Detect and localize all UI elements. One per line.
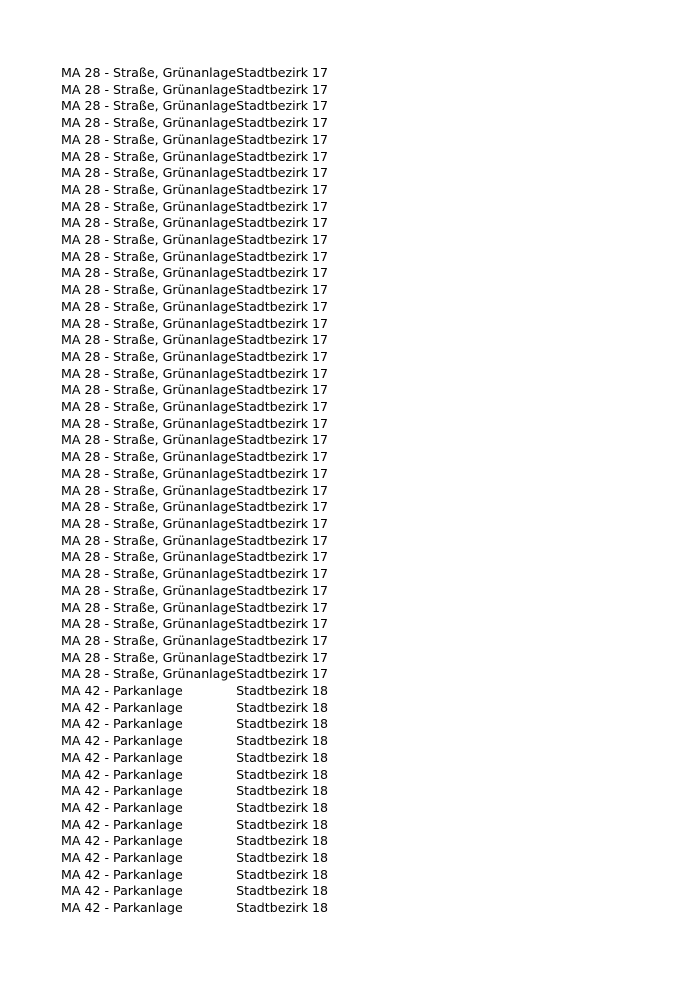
table-row bbox=[61, 533, 328, 550]
district-cell: Stadtbezirk 18 bbox=[236, 783, 329, 799]
department-cell: MA 42 - Parkanlage bbox=[61, 866, 183, 882]
district-cell: Stadtbezirk 17 bbox=[236, 515, 329, 531]
department-cell: MA 28 - Straße, Grünanlage bbox=[61, 616, 237, 632]
department-cell: MA 28 - Straße, Grünanlage bbox=[61, 298, 237, 314]
district-cell: Stadtbezirk 17 bbox=[236, 248, 329, 264]
district-cell: Stadtbezirk 17 bbox=[236, 282, 329, 298]
department-cell: MA 28 - Straße, Grünanlage bbox=[61, 566, 237, 582]
district-cell: Stadtbezirk 17 bbox=[236, 465, 329, 481]
table-row bbox=[61, 817, 328, 834]
department-cell: MA 28 - Straße, Grünanlage bbox=[61, 582, 237, 598]
department-cell: MA 28 - Straße, Grünanlage bbox=[61, 499, 237, 515]
district-cell: Stadtbezirk 17 bbox=[236, 165, 329, 181]
district-cell: Stadtbezirk 17 bbox=[236, 365, 329, 381]
department-cell: MA 28 - Straße, Grünanlage bbox=[61, 148, 237, 164]
table-row bbox=[61, 583, 328, 600]
table-row bbox=[61, 65, 328, 82]
table-row bbox=[61, 499, 328, 516]
department-cell: MA 42 - Parkanlage bbox=[61, 699, 183, 715]
table-row bbox=[61, 332, 328, 349]
district-cell: Stadtbezirk 18 bbox=[236, 816, 329, 832]
district-cell: Stadtbezirk 18 bbox=[236, 699, 329, 715]
department-cell: MA 28 - Straße, Grünanlage bbox=[61, 549, 237, 565]
district-cell: Stadtbezirk 17 bbox=[236, 449, 329, 465]
table-row bbox=[61, 232, 328, 249]
department-cell: MA 28 - Straße, Grünanlage bbox=[61, 232, 237, 248]
department-cell: MA 42 - Parkanlage bbox=[61, 883, 183, 899]
district-cell: Stadtbezirk 17 bbox=[236, 198, 329, 214]
department-cell: MA 28 - Straße, Grünanlage bbox=[61, 315, 237, 331]
department-cell: MA 28 - Straße, Grünanlage bbox=[61, 482, 237, 498]
district-cell: Stadtbezirk 17 bbox=[236, 382, 329, 398]
table-row bbox=[61, 316, 328, 333]
table-row bbox=[61, 199, 328, 216]
department-cell: MA 28 - Straße, Grünanlage bbox=[61, 666, 237, 682]
department-cell: MA 42 - Parkanlage bbox=[61, 749, 183, 765]
table-row bbox=[61, 249, 328, 266]
table-row bbox=[61, 750, 328, 767]
district-cell: Stadtbezirk 17 bbox=[236, 98, 329, 114]
table-row bbox=[61, 82, 328, 99]
district-cell: Stadtbezirk 18 bbox=[236, 749, 329, 765]
department-cell: MA 28 - Straße, Grünanlage bbox=[61, 415, 237, 431]
district-cell: Stadtbezirk 17 bbox=[236, 415, 329, 431]
district-cell: Stadtbezirk 17 bbox=[236, 265, 329, 281]
table-row bbox=[61, 265, 328, 282]
table-row bbox=[61, 149, 328, 166]
district-cell: Stadtbezirk 17 bbox=[236, 115, 329, 131]
department-cell: MA 28 - Straße, Grünanlage bbox=[61, 181, 237, 197]
district-cell: Stadtbezirk 17 bbox=[236, 399, 329, 415]
department-cell: MA 28 - Straße, Grünanlage bbox=[61, 365, 237, 381]
table-row bbox=[61, 900, 328, 917]
district-cell: Stadtbezirk 17 bbox=[236, 549, 329, 565]
table-row bbox=[61, 867, 328, 884]
table-row bbox=[61, 616, 328, 633]
table-row bbox=[61, 600, 328, 617]
district-cell: Stadtbezirk 18 bbox=[236, 716, 329, 732]
department-cell: MA 28 - Straße, Grünanlage bbox=[61, 449, 237, 465]
department-cell: MA 28 - Straße, Grünanlage bbox=[61, 599, 237, 615]
department-cell: MA 28 - Straße, Grünanlage bbox=[61, 165, 237, 181]
district-cell: Stadtbezirk 17 bbox=[236, 632, 329, 648]
district-cell: Stadtbezirk 17 bbox=[236, 181, 329, 197]
district-cell: Stadtbezirk 17 bbox=[236, 499, 329, 515]
department-cell: MA 28 - Straße, Grünanlage bbox=[61, 65, 237, 80]
department-cell: MA 28 - Straße, Grünanlage bbox=[61, 515, 237, 531]
table-row bbox=[61, 299, 328, 316]
data-table bbox=[61, 65, 328, 917]
district-cell: Stadtbezirk 17 bbox=[236, 215, 329, 231]
table-row bbox=[61, 466, 328, 483]
department-cell: MA 28 - Straße, Grünanlage bbox=[61, 248, 237, 264]
table-row bbox=[61, 349, 328, 366]
department-cell: MA 42 - Parkanlage bbox=[61, 733, 183, 749]
table-row bbox=[61, 382, 328, 399]
district-cell: Stadtbezirk 17 bbox=[236, 315, 329, 331]
table-row bbox=[61, 666, 328, 683]
table-row bbox=[61, 98, 328, 115]
district-cell: Stadtbezirk 18 bbox=[236, 850, 329, 866]
department-cell: MA 28 - Straße, Grünanlage bbox=[61, 115, 237, 131]
table-row bbox=[61, 783, 328, 800]
department-cell: MA 28 - Straße, Grünanlage bbox=[61, 399, 237, 415]
department-cell: MA 28 - Straße, Grünanlage bbox=[61, 332, 237, 348]
district-cell: Stadtbezirk 17 bbox=[236, 65, 329, 80]
table-row bbox=[61, 132, 328, 149]
table-row bbox=[61, 366, 328, 383]
table-body bbox=[61, 65, 328, 917]
department-cell: MA 28 - Straße, Grünanlage bbox=[61, 382, 237, 398]
department-cell: MA 28 - Straße, Grünanlage bbox=[61, 649, 237, 665]
department-cell: MA 28 - Straße, Grünanlage bbox=[61, 632, 237, 648]
table-row bbox=[61, 700, 328, 717]
table-row bbox=[61, 165, 328, 182]
department-cell: MA 28 - Straße, Grünanlage bbox=[61, 532, 237, 548]
department-cell: MA 28 - Straße, Grünanlage bbox=[61, 98, 237, 114]
district-cell: Stadtbezirk 18 bbox=[236, 766, 329, 782]
table-row bbox=[61, 449, 328, 466]
department-cell: MA 42 - Parkanlage bbox=[61, 683, 183, 699]
district-cell: Stadtbezirk 18 bbox=[236, 799, 329, 815]
table-row bbox=[61, 650, 328, 667]
district-cell: Stadtbezirk 17 bbox=[236, 348, 329, 364]
department-cell: MA 28 - Straße, Grünanlage bbox=[61, 348, 237, 364]
table-row bbox=[61, 282, 328, 299]
department-cell: MA 42 - Parkanlage bbox=[61, 833, 183, 849]
table-row bbox=[61, 215, 328, 232]
district-cell: Stadtbezirk 17 bbox=[236, 649, 329, 665]
table-row bbox=[61, 683, 328, 700]
table-row bbox=[61, 549, 328, 566]
district-cell: Stadtbezirk 17 bbox=[236, 532, 329, 548]
district-cell: Stadtbezirk 17 bbox=[236, 582, 329, 598]
table-row bbox=[61, 432, 328, 449]
department-cell: MA 42 - Parkanlage bbox=[61, 766, 183, 782]
district-cell: Stadtbezirk 18 bbox=[236, 833, 329, 849]
department-cell: MA 28 - Straße, Grünanlage bbox=[61, 282, 237, 298]
table-row bbox=[61, 483, 328, 500]
department-cell: MA 42 - Parkanlage bbox=[61, 816, 183, 832]
department-cell: MA 28 - Straße, Grünanlage bbox=[61, 465, 237, 481]
department-cell: MA 42 - Parkanlage bbox=[61, 900, 183, 916]
district-cell: Stadtbezirk 17 bbox=[236, 432, 329, 448]
department-cell: MA 28 - Straße, Grünanlage bbox=[61, 198, 237, 214]
district-cell: Stadtbezirk 17 bbox=[236, 298, 329, 314]
district-cell: Stadtbezirk 17 bbox=[236, 81, 329, 97]
table-row bbox=[61, 716, 328, 733]
district-cell: Stadtbezirk 17 bbox=[236, 599, 329, 615]
district-cell: Stadtbezirk 18 bbox=[236, 733, 329, 749]
district-cell: Stadtbezirk 17 bbox=[236, 332, 329, 348]
district-cell: Stadtbezirk 17 bbox=[236, 616, 329, 632]
district-cell: Stadtbezirk 17 bbox=[236, 566, 329, 582]
department-cell: MA 28 - Straße, Grünanlage bbox=[61, 215, 237, 231]
table-row bbox=[61, 883, 328, 900]
table-row bbox=[61, 633, 328, 650]
table-row bbox=[61, 399, 328, 416]
department-cell: MA 42 - Parkanlage bbox=[61, 799, 183, 815]
table-row bbox=[61, 566, 328, 583]
department-cell: MA 42 - Parkanlage bbox=[61, 716, 183, 732]
table-row bbox=[61, 733, 328, 750]
district-cell: Stadtbezirk 17 bbox=[236, 666, 329, 682]
department-cell: MA 42 - Parkanlage bbox=[61, 850, 183, 866]
department-cell: MA 28 - Straße, Grünanlage bbox=[61, 81, 237, 97]
district-cell: Stadtbezirk 17 bbox=[236, 482, 329, 498]
district-cell: Stadtbezirk 18 bbox=[236, 866, 329, 882]
department-cell: MA 28 - Straße, Grünanlage bbox=[61, 131, 237, 147]
table-row bbox=[61, 416, 328, 433]
table-row bbox=[61, 833, 328, 850]
department-cell: MA 28 - Straße, Grünanlage bbox=[61, 432, 237, 448]
district-cell: Stadtbezirk 18 bbox=[236, 900, 329, 916]
district-cell: Stadtbezirk 17 bbox=[236, 131, 329, 147]
district-cell: Stadtbezirk 17 bbox=[236, 232, 329, 248]
table-row bbox=[61, 516, 328, 533]
table-row bbox=[61, 182, 328, 199]
department-cell: MA 42 - Parkanlage bbox=[61, 783, 183, 799]
table-row bbox=[61, 115, 328, 132]
table-row bbox=[61, 800, 328, 817]
district-cell: Stadtbezirk 18 bbox=[236, 683, 329, 699]
department-cell: MA 28 - Straße, Grünanlage bbox=[61, 265, 237, 281]
district-cell: Stadtbezirk 17 bbox=[236, 148, 329, 164]
table-row bbox=[61, 850, 328, 867]
table-row bbox=[61, 767, 328, 784]
district-cell: Stadtbezirk 18 bbox=[236, 883, 329, 899]
